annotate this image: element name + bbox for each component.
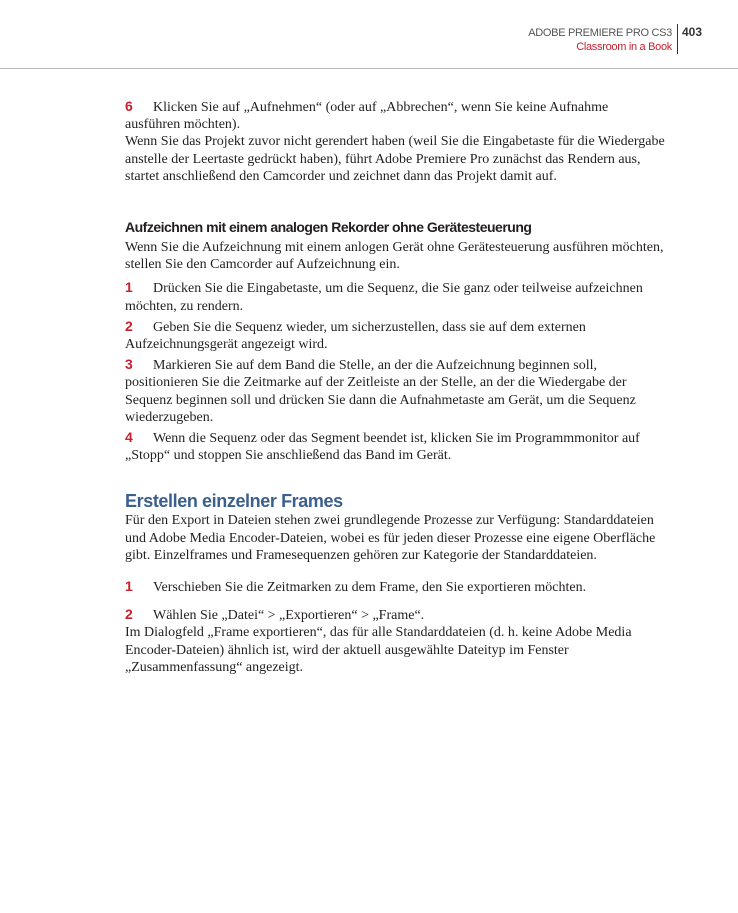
header-rule [0,68,738,69]
book-title: ADOBE PREMIERE PRO CS3 [528,27,672,39]
step-1 [125,578,665,596]
section-heading-analog: Aufzeichnen mit einem analogen Rekorder ohne Gerätesteuerung [125,219,532,236]
step-text: Markieren Sie auf dem Band die Stelle, an der die Aufzeichnung beginnen soll, positionieren Sie die Zeitmarke auf der Zeitleiste an der Stelle, an der die Wiedergabe der Sequenz beginnen soll und drücken Sie dann die Aufnahmetaste am Gerät, um die Sequenz wiederzugeben. [125,358,636,425]
step-2 [125,318,665,353]
header-divider [677,24,678,54]
series-name: Classroom in a Book [576,41,672,53]
section-heading-frames: Erstellen einzelner Frames [125,491,343,512]
step-3 [125,356,665,426]
step-text: Wenn die Sequenz oder das Segment beendet ist, klicken Sie im Programmmonitor auf „Stopp“ und stoppen Sie anschließend das Band im Gerät. [125,431,640,464]
step-text: Klicken Sie auf „Aufnehmen“ (oder auf „Abbrechen“, wenn Sie keine Aufnahme ausführen möchten). [125,100,609,133]
page-content [125,98,665,676]
page-number: 403 [682,25,703,39]
step-text: Geben Sie die Sequenz wieder, um sicherzustellen, dass sie auf dem externen Aufzeichnungsgerät angezeigt wird. [125,319,586,353]
step-number: 3 [125,356,133,373]
page-header [0,0,738,70]
step-number: 6 [125,98,133,114]
step-number: 2 [125,317,133,334]
step-text: Wählen Sie „Datei“ > „Exportieren“ > „Frame“. [153,608,425,624]
body-paragraph: Wenn Sie die Aufzeichnung mit einem anlogen Gerät ohne Gerätesteuerung ausführen möchten, stellen Sie den Camcorder auf Aufzeichnung ein. [125,240,664,273]
step-text: Verschieben Sie die Zeitmarken zu dem Frame, den Sie exportieren möchten. [153,580,587,596]
step-text: Drücken Sie die Eingabetaste, um die Sequenz, die Sie ganz oder teilweise aufzeichnen möchten, zu rendern. [125,281,643,314]
step-1 [125,279,665,314]
step-6 [125,98,665,133]
body-paragraph: Wenn Sie das Projekt zuvor nicht gerendert haben (weil Sie die Eingabetaste für die Wiedergabe anstelle der Leertaste gedrückt haben), führt Adobe Premiere Pro zunächst das Rendern aus, startet anschließend den Camcorder und zeichnet dann das Projekt damit auf. [125,134,665,184]
running-head [528,26,672,54]
step-number: 4 [125,429,133,446]
step-number: 2 [125,606,133,623]
body-paragraph: Im Dialogfeld „Frame exportieren“, das für alle Standarddateien (d. h. keine Adobe Media Encoder-Dateien) ähnlich ist, wird der aktuell ausgewählte Dateityp im Fenster „Zusammenfassung“ angezeigt. [125,625,632,675]
step-4 [125,429,665,464]
step-number: 1 [125,279,133,296]
step-2 [125,606,665,624]
body-paragraph: Für den Export in Dateien stehen zwei grundlegende Prozesse zur Verfügung: Standarddateien und Adobe Media Encoder-Dateien, wobei es für jeden dieser Prozesse eine eigene Oberfläche gibt. Einzelframes und Framesequenzen gehören zur Kategorie der Standarddateien. [125,513,656,563]
step-number: 1 [125,578,133,595]
